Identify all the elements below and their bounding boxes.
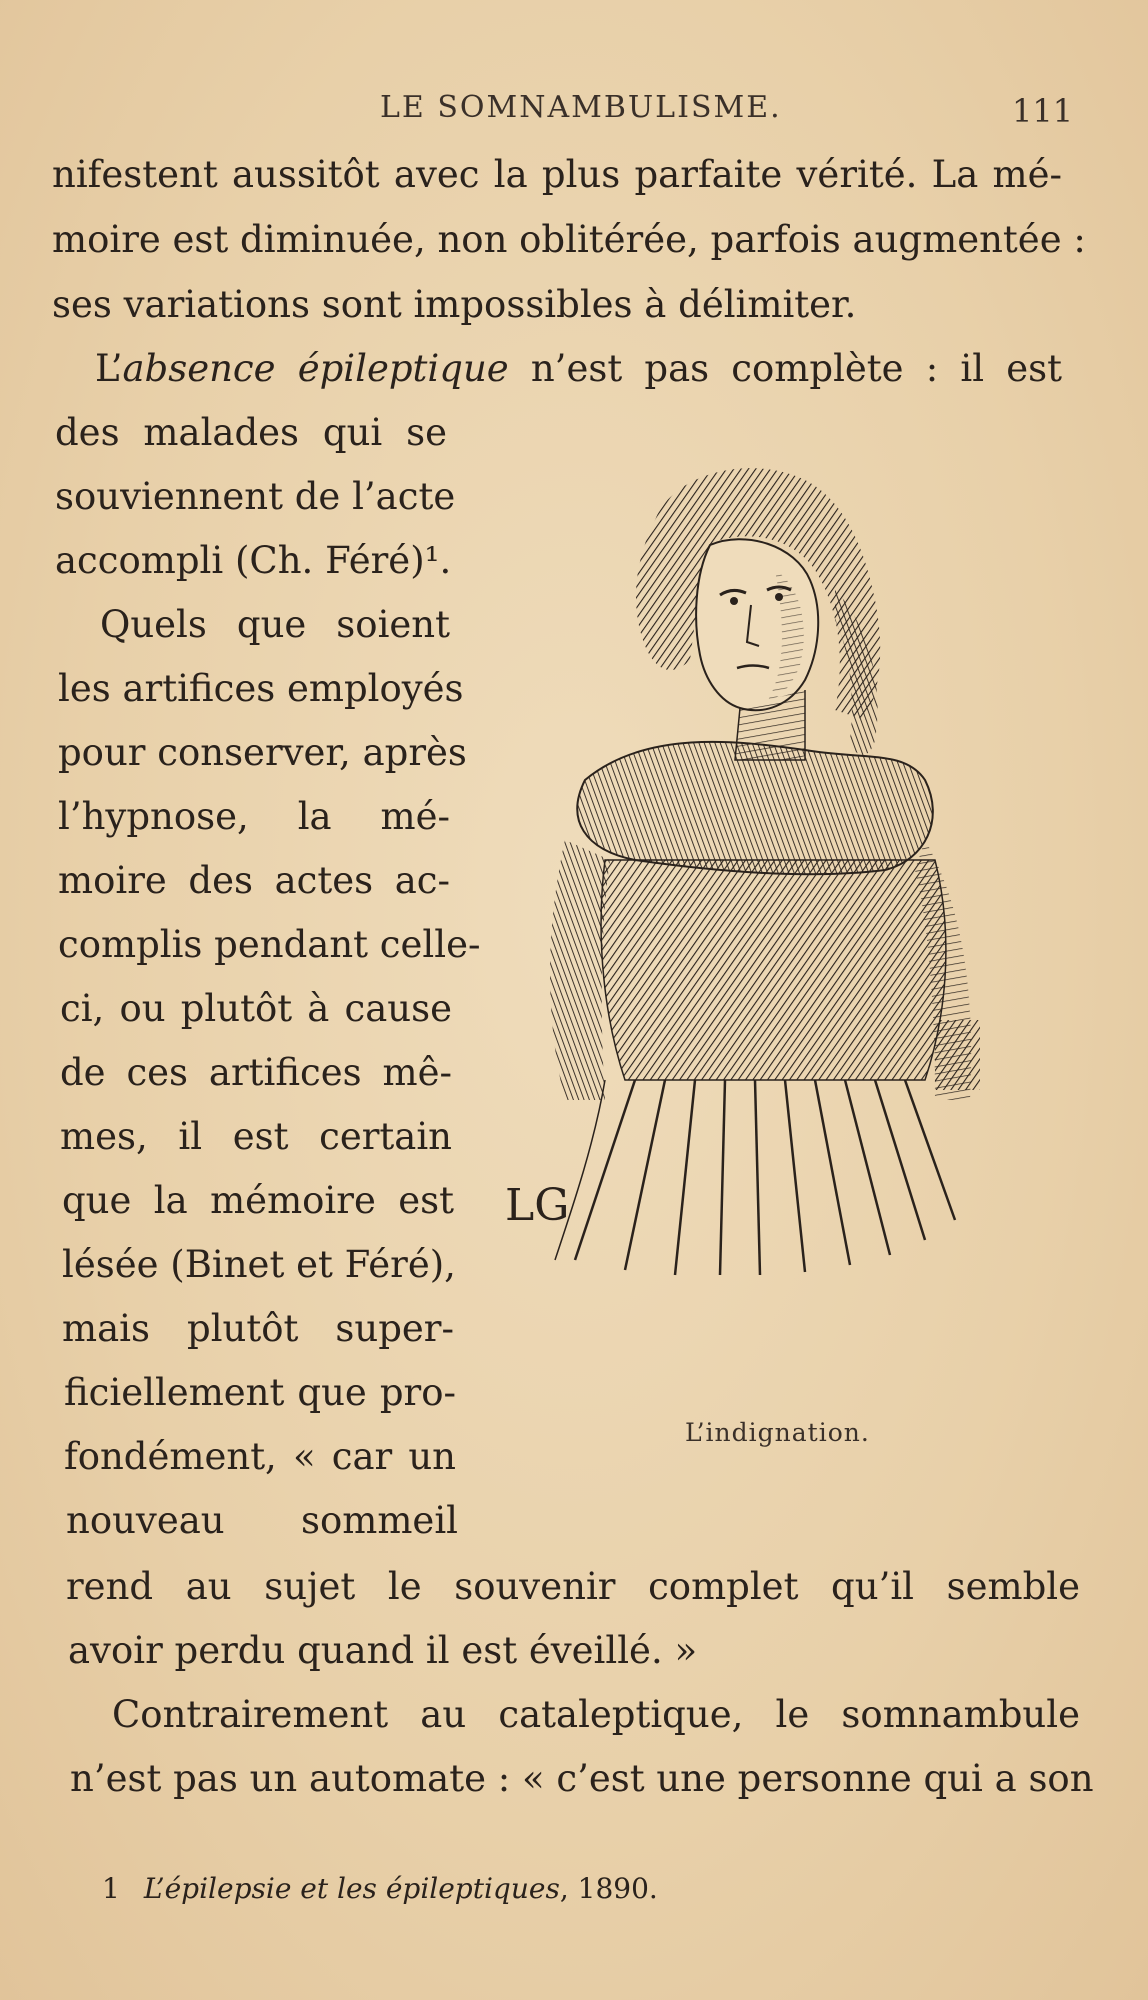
illustration	[505, 460, 1065, 1380]
footnote-title: L’épilepsie et les épileptiques	[143, 1872, 560, 1905]
text-line-17: que la mémoire est	[62, 1179, 454, 1222]
text-line-11: l’hypnose, la mé-	[58, 795, 450, 838]
text-line-20: ficiellement que pro-	[64, 1371, 456, 1414]
text-line-22: nouveau sommeil	[66, 1499, 458, 1542]
figure-caption: L’indignation.	[685, 1418, 870, 1447]
text-line-2: moire est diminuée, non oblitérée, parfois augmentée :	[52, 218, 1086, 261]
text-line-7: accompli (Ch. Féré)¹.	[55, 539, 452, 582]
text-line-4: L’absence épileptique n’est pas complète : il est	[95, 347, 1062, 390]
text-line-6: souviennent de l’acte	[55, 475, 456, 518]
text-line-21: fondément, « car un	[64, 1435, 456, 1478]
footnote	[102, 1872, 658, 1905]
text-line-23: rend au sujet le souvenir complet qu’il semble	[66, 1565, 1080, 1608]
page-number: 111	[1012, 92, 1074, 130]
text-line-1: nifestent aussitôt avec la plus parfaite vérité. La mé-	[52, 153, 1062, 196]
text-line-13: complis pendant celle-	[58, 923, 481, 966]
text-line-18: lésée (Binet et Féré),	[62, 1243, 456, 1286]
engraving-woman-image	[505, 460, 1065, 1380]
text-line-12: moire des actes ac-	[58, 859, 450, 902]
text-line-19: mais plutôt super-	[62, 1307, 454, 1350]
footnote-number: 1	[102, 1872, 120, 1905]
text-line-26: n’est pas un automate : « c’est une personne qui a son	[70, 1757, 1094, 1800]
text-line-24: avoir perdu quand il est éveillé. »	[68, 1629, 698, 1672]
text-line-25: Contrairement au cataleptique, le somnambule	[112, 1693, 1080, 1736]
text-line-10: pour conserver, après	[58, 731, 467, 774]
italic-term: absence épileptique	[122, 347, 509, 390]
text-line-9: les artifices employés	[58, 667, 464, 710]
text-line-16: mes, il est certain	[60, 1115, 452, 1158]
text-line-14: ci, ou plutôt à cause	[60, 987, 452, 1030]
text-line-8: Quels que soient	[100, 603, 450, 646]
text-line-15: de ces artifices mê-	[60, 1051, 452, 1094]
text-line-5: des malades qui se	[55, 411, 447, 454]
running-head: LE SOMNAMBULISME.	[380, 90, 782, 125]
text-line-3: ses variations sont impossibles à délimiter.	[52, 283, 857, 326]
artist-monogram: LG	[505, 1180, 570, 1231]
footnote-year: , 1890.	[559, 1872, 658, 1905]
